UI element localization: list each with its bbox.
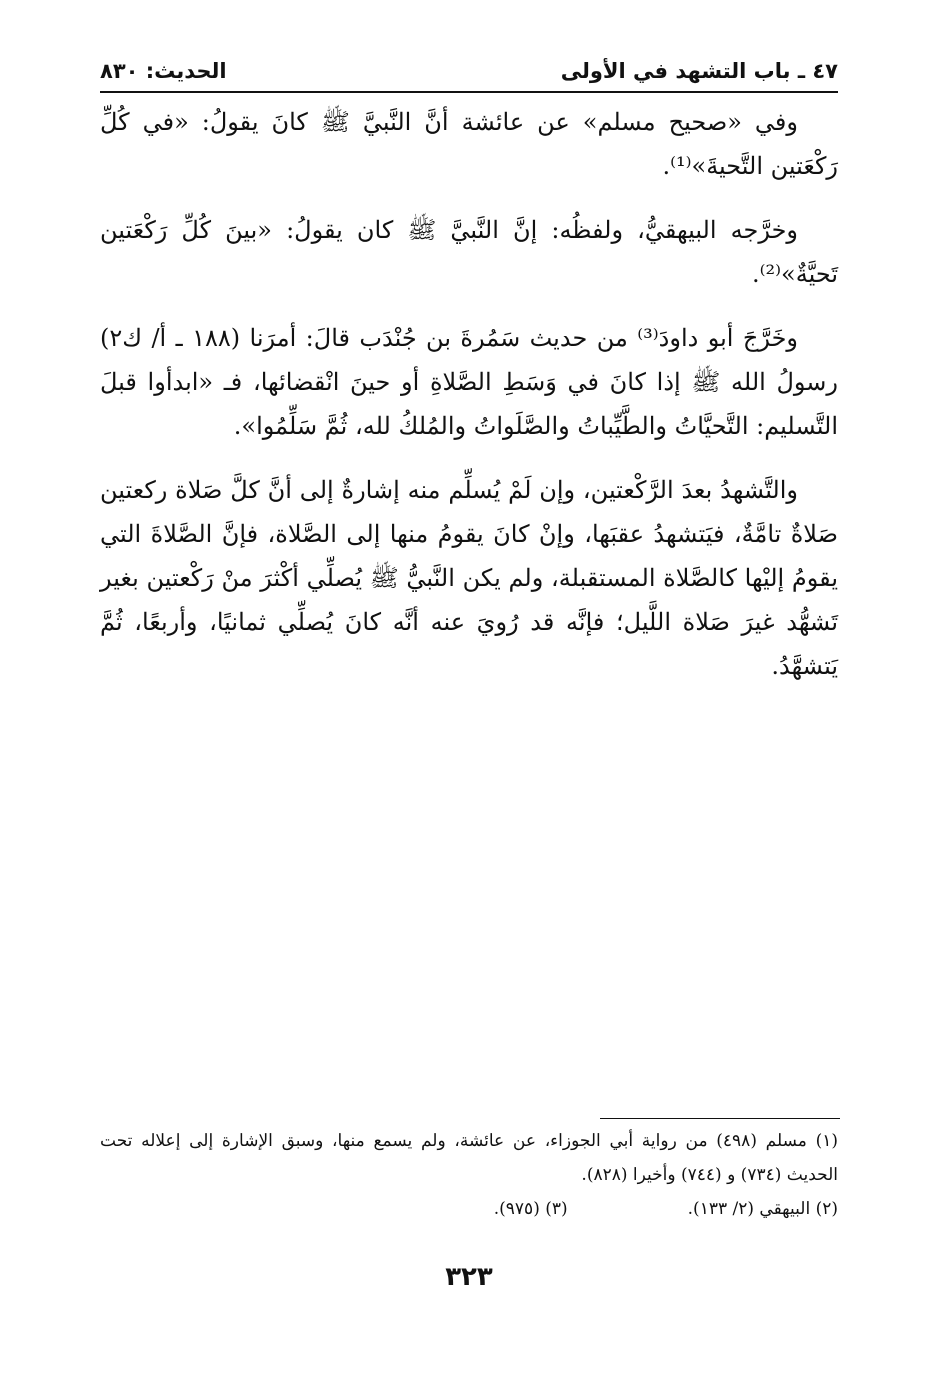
running-header <box>100 54 838 88</box>
footnote-1: (١) مسلم (٤٩٨) من رواية أبي الجوزاء، عن عائشة، ولم يسمع منها، وسبق الإشارة إلى إعلاله تحت الحديث (٧٣٤) و (٧٤٤) وأخيرا (٨٢٨). <box>100 1131 838 1185</box>
header-rule <box>100 91 838 93</box>
footnote-2: (٢) البيهقي (٢/ ١٣٣). <box>687 1199 838 1219</box>
footnotes <box>100 1124 838 1226</box>
paragraph: وخرَّجه البيهقيُّ، ولفظُه: إنَّ النَّبيَّ ﷺ كان يقولُ: «بينَ كُلِّ رَكْعَتين تَحيَّةٌ»⁽²⁾. <box>100 216 838 288</box>
paragraph: وفي «صحيح مسلم» عن عائشة أنَّ النَّبيَّ ﷺ كانَ يقولُ: «في كُلِّ رَكْعَتين التَّحيةَ»⁽¹⁾. <box>100 108 838 180</box>
hadith-number: الحديث: ٨٣٠ <box>100 59 227 83</box>
footnote-3: (٣) (٩٧٥). <box>493 1199 568 1219</box>
chapter-title: ٤٧ ـ باب التشهد في الأولى <box>560 59 838 83</box>
paragraph: والتَّشهدُ بعدَ الرَّكْعتين، وإن لَمْ يُسلِّم منه إشارةٌ إلى أنَّ كلَّ صَلاة ركعتين صَلاةٌ تامَّةٌ، فيَتشهدُ عقبَها، وإنْ كانَ يقومُ منها إلى الصَّلاة، فإنَّ الصَّلاةَ التي يقومُ إليْها كالصَّلاة المستقبلة، ولم يكن النَّبيُّ ﷺ يُصلِّي أكْثرَ منْ رَكْعتين بغير تَشهُّد غيرَ صَلاة اللَّيل؛ فإنَّه قد رُويَ عنه أنَّه كانَ يُصلِّي ثمانيًا، وأربعًا، ثُمَّ يَتشهَّدُ. <box>100 476 839 680</box>
page-number: ٣٢٣ <box>445 1262 493 1292</box>
paragraph: وخَرَّجَ أبو داودَ⁽³⁾ من حديث سَمُرةَ بن جُنْدَب قالَ: أمرَنا (١٨٨ ـ أ/ ك٢) رسولُ الله ﷺ إذا كانَ في وَسَطِ الصَّلاةِ أو حينَ انْقضائها، فـ «ابدأوا قبلَ التَّسليم: التَّحيَّاتُ والطَّيِّباتُ والصَّلَواتُ والمُلكُ لله، ثُمَّ سَلِّمُوا». <box>100 324 838 440</box>
footnote-row <box>100 1192 838 1226</box>
footnote-rule <box>600 1118 840 1119</box>
main-text <box>100 100 838 708</box>
